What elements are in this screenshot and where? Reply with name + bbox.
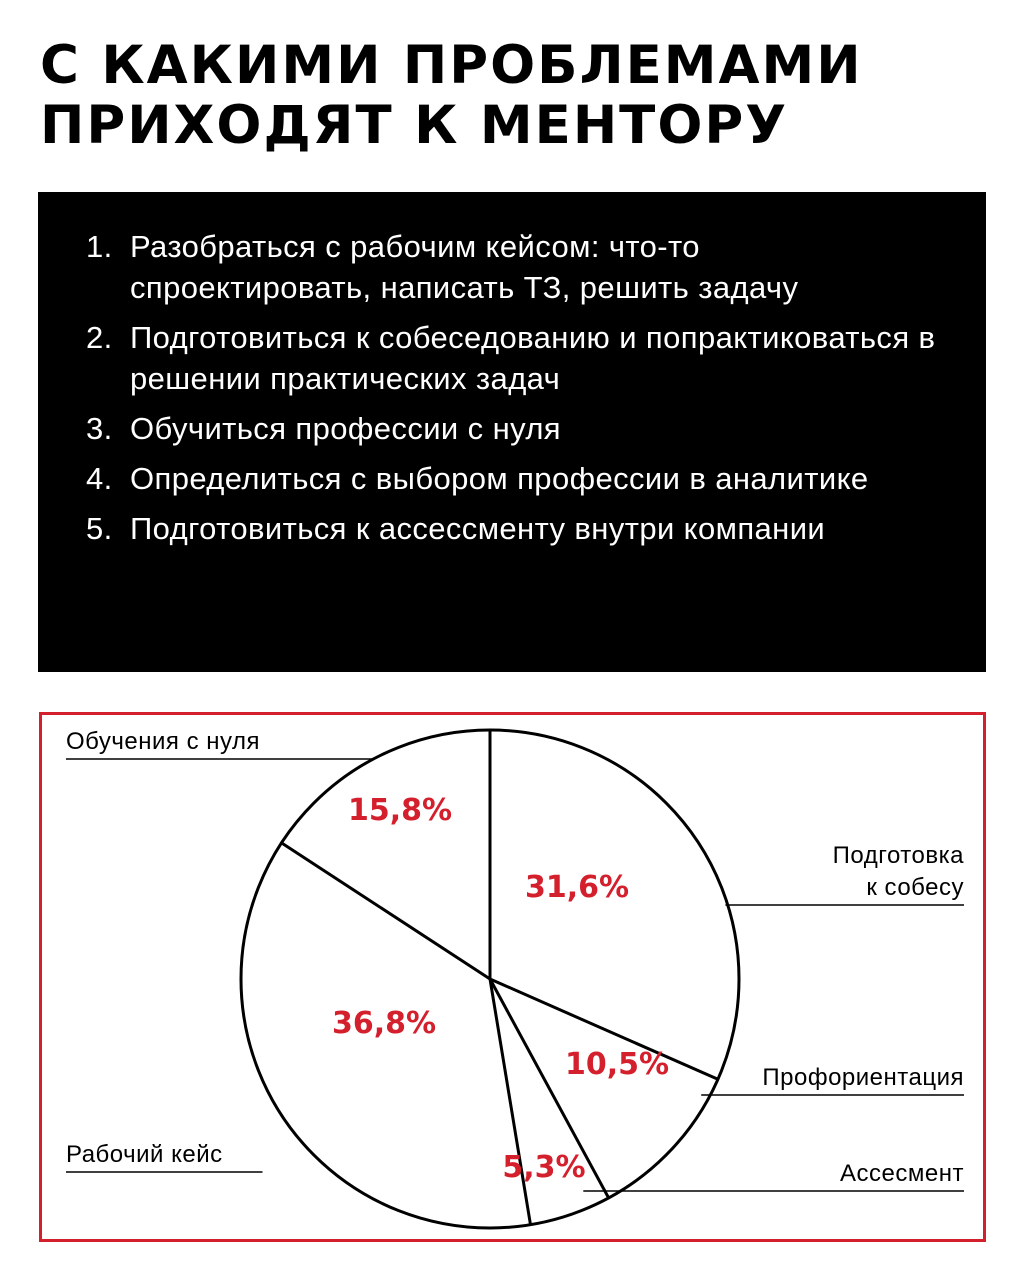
problem-number: 3. bbox=[86, 411, 113, 446]
slice-category-label: Обучения с нуля bbox=[66, 728, 260, 755]
problem-number: 4. bbox=[86, 461, 113, 496]
problems-box bbox=[38, 192, 986, 672]
slice-value-label: 36,8% bbox=[331, 1006, 437, 1041]
slice-category-label: Рабочий кейс bbox=[66, 1141, 223, 1168]
problem-number: 1. bbox=[86, 229, 113, 264]
problem-text: Обучиться профессии с нуля bbox=[130, 411, 561, 446]
slice-value-label: 5,3% bbox=[502, 1150, 586, 1185]
slice-category-label: Ассесмент bbox=[840, 1160, 964, 1187]
slice-category-label: Подготовка bbox=[832, 842, 964, 869]
title-line-1: С КАКИМИ ПРОБЛЕМАМИ bbox=[40, 35, 863, 96]
problem-text: Подготовиться к собеседованию и попрактиковаться в решении практических задач bbox=[130, 320, 936, 396]
pie-chart bbox=[42, 715, 983, 1239]
slice-category-label: Профориентация bbox=[762, 1064, 964, 1091]
problem-item-4 bbox=[86, 458, 946, 499]
problem-item-3 bbox=[86, 408, 946, 449]
problem-number: 2. bbox=[86, 320, 113, 355]
problem-number: 5. bbox=[86, 511, 113, 546]
problem-text: Определиться с выбором профессии в аналитике bbox=[130, 461, 869, 496]
title-line-2: ПРИХОДЯТ К МЕНТОРУ bbox=[40, 95, 789, 156]
problems-list bbox=[86, 226, 946, 549]
slice-value-label: 15,8% bbox=[347, 793, 453, 828]
slice-value-label: 31,6% bbox=[524, 870, 630, 905]
chart-frame bbox=[39, 712, 986, 1242]
problem-item-5 bbox=[86, 508, 946, 549]
problem-item-2 bbox=[86, 317, 946, 399]
problem-text: Подготовиться к ассессменту внутри компании bbox=[130, 511, 826, 546]
slice-category-label: к собесу bbox=[866, 874, 964, 901]
problem-text: Разобраться с рабочим кейсом: что-то спроектировать, написать ТЗ, решить задачу bbox=[130, 229, 799, 305]
slice-value-label: 10,5% bbox=[564, 1047, 670, 1082]
problem-item-1 bbox=[86, 226, 946, 308]
page-title bbox=[40, 36, 990, 156]
